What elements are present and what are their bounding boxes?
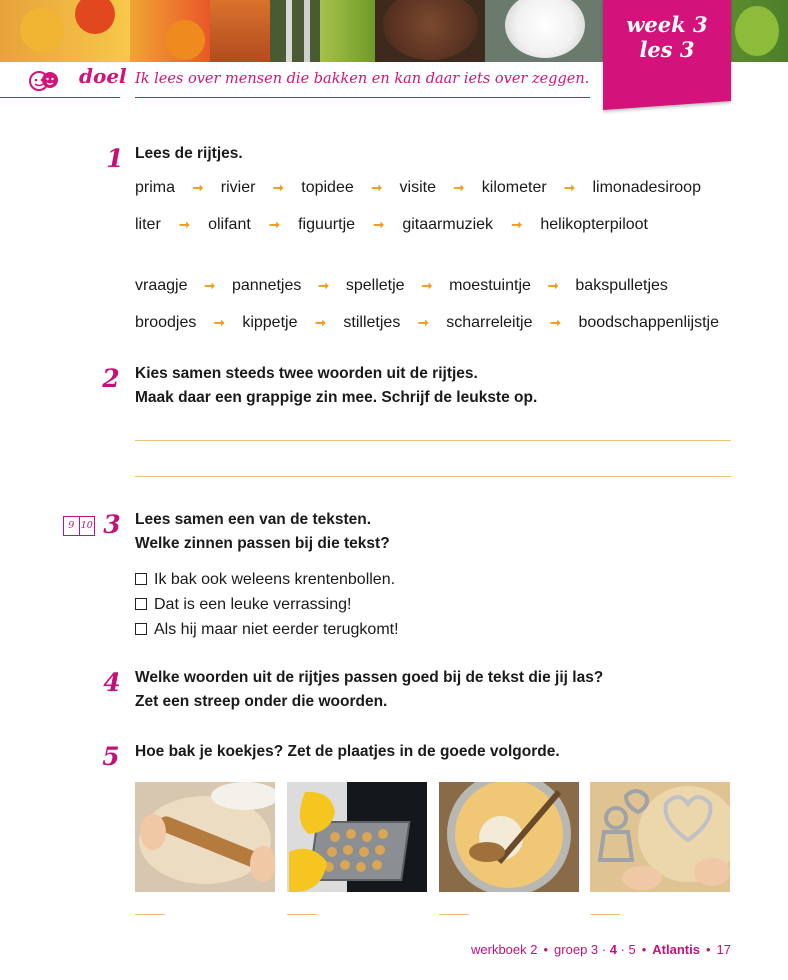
word: scharreleitje (446, 314, 533, 331)
arrow-right-icon: ➞ (272, 180, 284, 195)
exercise-2-instruction: Kies samen steeds twee woorden uit de rijtjes. Maak daar een grappige zin mee. Schrijf de leukste op. (135, 365, 538, 406)
arrow-right-icon: ➞ (192, 180, 204, 195)
word: bakspulletjes (575, 277, 668, 294)
answer-blank[interactable] (439, 914, 469, 915)
word-row-4 (135, 314, 719, 332)
word: stilletjes (343, 314, 401, 331)
arrow-right-icon: ➞ (417, 315, 429, 330)
word-row-3 (135, 277, 668, 295)
word: spelletje (345, 277, 405, 294)
exercise-1-number: 1 (106, 144, 124, 173)
arrow-right-icon: ➞ (547, 278, 559, 293)
word: olifant (208, 216, 251, 233)
exercise-2-number: 2 (102, 364, 120, 393)
exercise-4-instruction: Welke woorden uit de rijtjes passen goed bij de tekst die jij las? Zet een streep onder die woorden. (135, 669, 604, 710)
doel-text: Ik lees over mensen die bakken en kan daar iets over zeggen. (135, 71, 590, 87)
answer-blank[interactable] (287, 914, 317, 915)
exercise-3-instruction: Lees samen een van de teksten. Welke zinnen passen bij die tekst? (135, 511, 390, 552)
week-lesson-label (603, 12, 731, 62)
checkbox[interactable] (135, 623, 147, 635)
arrow-right-icon: ➞ (318, 278, 330, 293)
exercise-1-instruction: Lees de rijtjes. (135, 145, 243, 162)
option-item[interactable]: Dat is een leuke verrassing! (135, 596, 351, 614)
option-item[interactable]: Ik bak ook weleens krentenbollen. (135, 571, 395, 589)
page-footer (471, 942, 731, 957)
word-row-1 (135, 179, 701, 197)
grapes-photo (320, 0, 375, 62)
word: kippetje (242, 314, 298, 331)
doel-label: doel (79, 64, 127, 88)
word: limonadesiroop (592, 179, 701, 196)
arrow-right-icon: ➞ (213, 315, 225, 330)
option-item[interactable]: Als hij maar niet eerder terugkomt! (135, 621, 399, 639)
separator-dot: • (543, 942, 549, 957)
doel-divider-right (135, 97, 590, 98)
word: pannetjes (231, 277, 302, 294)
page-number: 17 (716, 942, 731, 957)
series-label: Atlantis (652, 942, 700, 957)
text-pages-reference: 9 10 (63, 516, 95, 536)
cutlery-photo (270, 0, 320, 62)
arrow-right-icon: ➞ (373, 217, 385, 232)
exercise-4-number: 4 (103, 668, 121, 697)
checkbox[interactable] (135, 573, 147, 585)
separator-dot: • (641, 942, 647, 957)
arrow-right-icon: ➞ (511, 217, 523, 232)
photo-cookie-cutters (590, 782, 730, 892)
word-row-2 (135, 216, 648, 234)
word: broodjes (135, 314, 197, 331)
word: moestuintje (449, 277, 531, 294)
doel-divider-left (0, 97, 120, 98)
photo-rolling-dough (135, 782, 275, 892)
word: prima (135, 179, 176, 196)
children-faces-icon (28, 68, 60, 94)
word: visite (399, 179, 436, 196)
exercise-3-number: 3 (103, 510, 121, 539)
arrow-right-icon: ➞ (550, 315, 561, 330)
exercise-5-instruction: Hoe bak je koekjes? Zet de plaatjes in de goede volgorde. (135, 743, 560, 760)
word: figuurtje (298, 216, 356, 233)
arrow-right-icon: ➞ (371, 180, 383, 195)
arrow-right-icon: ➞ (178, 217, 190, 232)
arrow-right-icon: ➞ (314, 315, 326, 330)
answer-line[interactable] (135, 440, 731, 441)
arrow-right-icon: ➞ (564, 180, 576, 195)
arrow-right-icon: ➞ (204, 278, 216, 293)
workbook-label: werkboek 2 (471, 942, 538, 957)
lesson-label: les 3 (639, 37, 695, 62)
exercise-5-number: 5 (102, 742, 120, 771)
word: helikopterpiloot (540, 216, 648, 233)
answer-blank[interactable] (590, 914, 620, 915)
checkbox[interactable] (135, 598, 147, 610)
photo-mixing-bowl (439, 782, 579, 892)
word: liter (135, 216, 161, 233)
answer-blank[interactable] (135, 914, 165, 915)
word: gitaarmuziek (402, 216, 494, 233)
answer-line[interactable] (135, 476, 731, 477)
separator-dot: • (705, 942, 711, 957)
group-label: groep 3 · 4 · 5 (554, 942, 636, 957)
photo-oven-tray (287, 782, 427, 892)
arrow-right-icon: ➞ (453, 180, 465, 195)
word: boodschappenlijstje (578, 314, 719, 331)
arrow-right-icon: ➞ (421, 278, 433, 293)
word: kilometer (481, 179, 547, 196)
word: topidee (301, 179, 354, 196)
word: vraagje (135, 277, 188, 294)
word: rivier (220, 179, 256, 196)
arrow-right-icon: ➞ (269, 217, 280, 232)
orange-photo (210, 0, 270, 62)
week-label: week 3 (626, 12, 708, 37)
